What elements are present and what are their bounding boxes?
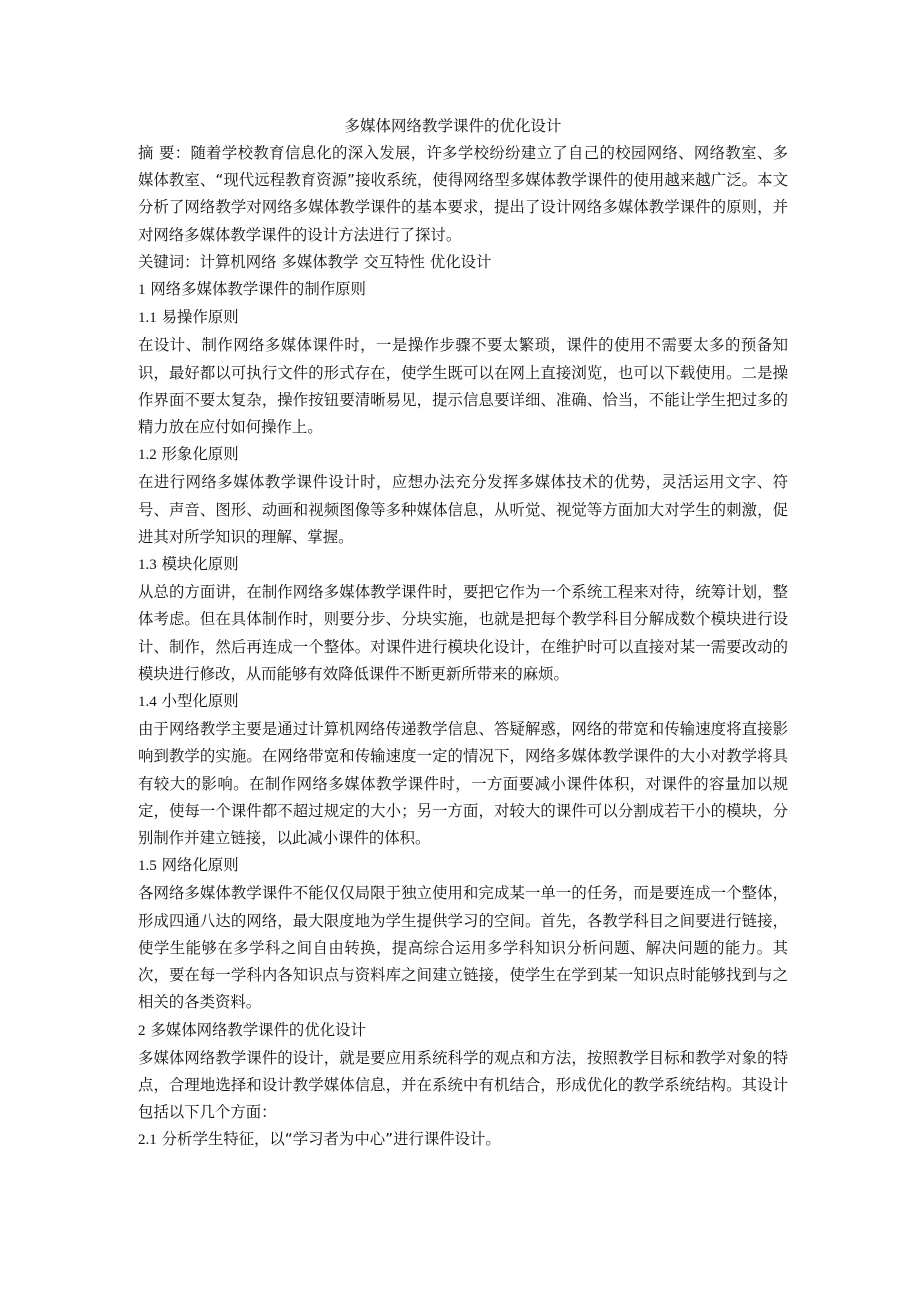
document-title: 多媒体网络教学课件的优化设计 [344, 117, 562, 135]
subsection-number: 2.1 [138, 1132, 157, 1149]
paragraph: 在设计、制作网络多媒体课件时，一是操作步骤不要太繁琐，课件的使用不需要太多的预备知识，最好都以可执行文件的形式存在，使学生既可以在网上直接浏览，也可以下载使用。二是操作界面不要太复杂，操作按钮要清晰易见，提示信息要详细、准确、恰当，不能让学生把过多的精力放在应付如何操作上。 [138, 336, 788, 437]
subsection-title: 分析学生特征，以“学习者为中心”进行课件设计。 [161, 1130, 501, 1149]
subsection-heading [138, 551, 788, 579]
subsection-number: 1.4 [138, 694, 157, 711]
subsection-heading [138, 304, 788, 332]
subsection-heading [138, 688, 788, 716]
paragraph: 各网络多媒体教学课件不能仅仅局限于独立使用和完成某一单一的任务，而是要连成一个整体，形成四通八达的网络，最大限度地为学生提供学习的空间。首先，各教学科目之间要进行链接，使学生能够在多学科之间自由转换，提高综合运用多学科知识分析问题、解决问题的能力。其次，要在每一学科内各知识点与资料库之间建立链接，使学生在学到某一知识点时能够找到与之相关的各类资料。 [138, 884, 788, 1012]
subsection-number: 1.3 [138, 557, 157, 574]
subsection-number: 1.1 [138, 310, 157, 327]
subsection-title: 小型化原则 [161, 692, 239, 711]
section-heading [138, 276, 788, 304]
section-title: 网络多媒体教学课件的制作原则 [150, 280, 366, 299]
keyword: 优化设计 [429, 252, 492, 271]
subsection-heading [138, 1126, 788, 1154]
subsection-title: 易操作原则 [161, 308, 239, 327]
subsection-number: 1.5 [138, 858, 157, 875]
keywords [138, 249, 788, 276]
section-title: 多媒体网络教学课件的优化设计 [150, 1020, 366, 1039]
abstract-label: 摘 要： [138, 144, 191, 162]
section-number: 2 [138, 1022, 146, 1039]
subsection-title: 形象化原则 [161, 445, 239, 464]
abstract-text: 随着学校教育信息化的深入发展，许多学校纷纷建立了自己的校园网络、网络教室、多媒体教室、“现代远程教育资源”接收系统，使得网络型多媒体教学课件的使用越来越广泛。本文分析了网络教学对网络多媒体教学课件的基本要求，提出了设计网络多媒体教学课件的原则，并对网络多媒体教学课件的设计方法进行了探讨。 [138, 144, 788, 244]
keyword: 计算机网络 [199, 252, 277, 271]
paragraph: 在进行网络多媒体教学课件设计时，应想办法充分发挥多媒体技术的优势，灵活运用文字、符号、声音、图形、动画和视频图像等多种媒体信息，从听觉、视觉等方面加大对学生的刺激，促进其对所学知识的理解、掌握。 [138, 473, 788, 546]
subsection-title: 网络化原则 [161, 856, 239, 875]
paragraph: 多媒体网络教学课件的设计，就是要应用系统科学的观点和方法，按照教学目标和教学对象的特点，合理地选择和设计教学媒体信息，并在系统中有机结合，形成优化的教学系统结构。其设计包括以下几个方面： [138, 1048, 788, 1122]
abstract [138, 140, 788, 249]
keyword: 多媒体教学 [281, 252, 359, 271]
keywords-label: 关键词： [138, 252, 200, 271]
paragraph: 由于网络教学主要是通过计算机网络传递教学信息、答疑解惑，网络的带宽和传输速度将直接影响到教学的实施。在网络带宽和传输速度一定的情况下，网络多媒体教学课件的大小对教学将具有较大的影响。在制作网络多媒体教学课件时，一方面要减小课件体积，对课件的容量加以规定，使每一个课件都不超过规定的大小；另一方面，对较大的课件可以分割成若干小的模块，分别制作并建立链接，以此减小课件的体积。 [138, 720, 788, 848]
subsection-title: 模块化原则 [161, 555, 239, 574]
section-number: 1 [138, 282, 146, 299]
paragraph: 从总的方面讲，在制作网络多媒体教学课件时，要把它作为一个系统工程来对待，统筹计划，整体考虑。但在具体制作时，则要分步、分块实施，也就是把每个教学科目分解成数个模块进行设计、制作，然后再连成一个整体。对课件进行模块化设计，在维护时可以直接对某一需要改动的模块进行修改，从而能够有效降低课件不断更新所带来的麻烦。 [138, 583, 788, 683]
subsection-number: 1.2 [138, 447, 157, 464]
section-heading [138, 1017, 788, 1045]
subsection-heading [138, 441, 788, 469]
subsection-heading [138, 852, 788, 880]
document-page [138, 112, 788, 1155]
keyword: 交互特性 [363, 252, 425, 271]
